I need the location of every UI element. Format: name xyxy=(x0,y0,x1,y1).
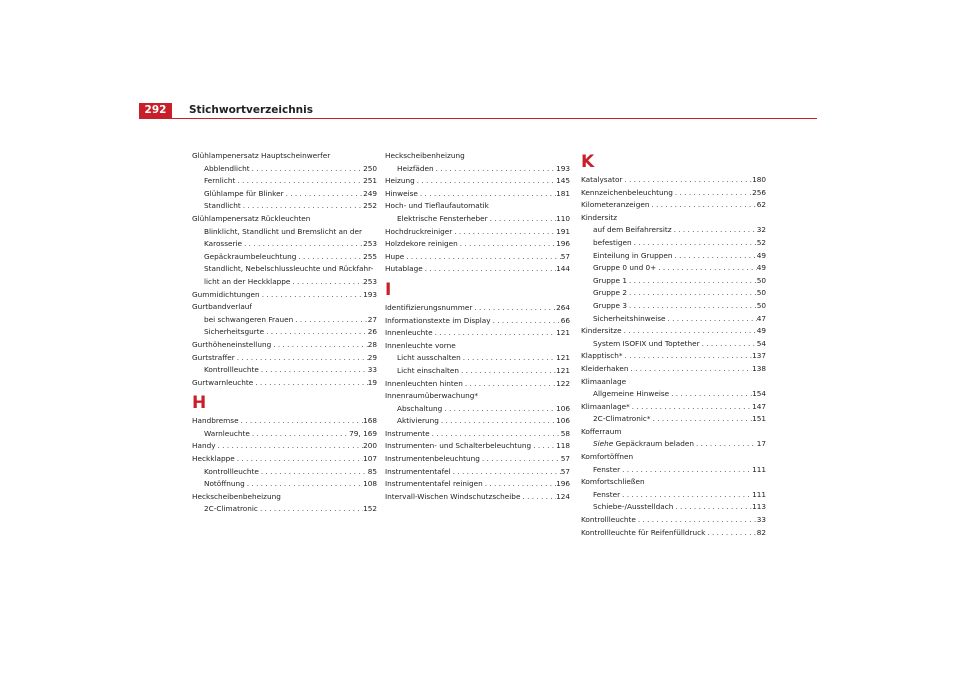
index-subentry: Kontrollleuchte . . . 85 xyxy=(192,466,377,479)
index-entry: Gurtwarnleuchte . . . 19 xyxy=(192,377,377,390)
index-subentry: auf dem Beifahrersitz . . . 32 xyxy=(581,224,766,237)
index-entry: Kindersitz xyxy=(581,212,618,222)
section-letter-i: I xyxy=(385,279,392,300)
index-subentry: Gruppe 3 . . . 50 xyxy=(581,300,766,313)
index-subentry: Fenster . . . 111 xyxy=(581,464,766,477)
index-entry: Instrumententafel . . . 57 xyxy=(385,466,570,479)
index-entry: Heckscheibenbeheizung xyxy=(192,491,281,501)
page-title: Stichwortverzeichnis xyxy=(189,104,313,116)
index-subentry: bei schwangeren Frauen . . . 27 xyxy=(192,314,377,327)
index-subentry: Licht einschalten . . . 121 xyxy=(385,365,570,378)
index-entry: Gurthöheneinstellung . . . 28 xyxy=(192,339,377,352)
index-subentry: licht an der Heckklappe . . . 253 xyxy=(192,276,377,289)
index-entry: Komfortschließen xyxy=(581,477,645,487)
index-entry: Glühlampenersatz Rückleuchten xyxy=(192,213,311,223)
index-subentry: Sicherheitsgurte . . . 26 xyxy=(192,326,377,339)
index-entry: Hutablage . . . 144 xyxy=(385,263,570,276)
index-entry: Innenleuchte . . . 121 xyxy=(385,327,570,340)
index-entry: Holzdekore reinigen . . . 196 xyxy=(385,238,570,251)
index-subentry: 2C-Climatronic . . . 152 xyxy=(192,503,377,516)
index-entry: Kennzeichenbeleuchtung . . . 256 xyxy=(581,187,766,200)
header-divider xyxy=(139,118,817,119)
index-subentry: Gruppe 2 . . . 50 xyxy=(581,287,766,300)
index-entry: Glühlampenersatz Hauptscheinwerfer xyxy=(192,151,331,160)
index-subentry: Karosserie . . . 253 xyxy=(192,238,377,251)
index-entry: Hochdruckreiniger . . . 191 xyxy=(385,226,570,239)
index-entry: Informationstexte im Display . . . 66 xyxy=(385,315,570,328)
index-entry: Katalysator . . . 180 xyxy=(581,174,766,187)
index-entry: Gurtbandverlauf xyxy=(192,302,252,312)
index-subentry: Elektrische Fensterheber . . . 110 xyxy=(385,213,570,226)
section-letter-k: K xyxy=(581,152,595,172)
index-entry: Heizung . . . 145 xyxy=(385,175,570,188)
index-subentry: Gruppe 1 . . . 50 xyxy=(581,275,766,288)
index-entry: Hupe . . . 57 xyxy=(385,251,570,264)
index-subentry: Fenster . . . 111 xyxy=(581,489,766,502)
index-subentry: Aktivierung . . . 106 xyxy=(385,415,570,428)
index-entry: Handbremse . . . 168 xyxy=(192,415,377,428)
index-entry: Instrumentenbeleuchtung . . . 57 xyxy=(385,453,570,466)
index-entry: Hinweise . . . 181 xyxy=(385,188,570,201)
index-subentry: Glühlampe für Blinker . . . 249 xyxy=(192,188,377,201)
index-entry: Instrumente . . . 58 xyxy=(385,428,570,441)
index-subentry: Standlicht . . . 252 xyxy=(192,200,377,213)
index-subentry: 2C-Climatronic* . . . 151 xyxy=(581,413,766,426)
index-subentry: Allgemeine Hinweise . . . 154 xyxy=(581,388,766,401)
index-entry: Hoch- und Tieflaufautomatik xyxy=(385,201,489,211)
index-subentry: Warnleuchte . . . 79, 169 xyxy=(192,428,377,441)
index-subentry: Blinklicht, Standlicht und Bremslicht an der xyxy=(204,226,363,236)
index-column-3 xyxy=(581,150,766,539)
see-reference: Siehe xyxy=(593,439,614,449)
index-subentry: Standlicht, Nebelschlussleuchte und Rückfahr- xyxy=(204,264,374,274)
index-subentry: Kontrollleuchte . . . 33 xyxy=(192,364,377,377)
index-subentry: Schiebe-/Ausstelldach . . . 113 xyxy=(581,501,766,514)
index-entry: Kofferraum xyxy=(581,426,622,436)
index-subentry: befestigen . . . 52 xyxy=(581,237,766,250)
page-number: 292 xyxy=(139,103,172,118)
index-entry: Innenleuchte vorne xyxy=(385,340,456,350)
index-subentry: System ISOFIX und Toptether . . . 54 xyxy=(581,338,766,351)
index-entry: Kleiderhaken . . . 138 xyxy=(581,363,766,376)
index-subentry: Abschaltung . . . 106 xyxy=(385,403,570,416)
index-entry: Gurtstraffer . . . 29 xyxy=(192,352,377,365)
index-subentry: Siehe Gepäckraum beladen . . . 17 xyxy=(581,438,766,451)
index-entry: Kontrollleuchte für Reifenfülldruck . . . 82 xyxy=(581,527,766,540)
index-subentry: Notöffnung . . . 108 xyxy=(192,478,377,491)
index-entry: Innenleuchten hinten . . . 122 xyxy=(385,378,570,391)
index-entry: Instrumententafel reinigen . . . 196 xyxy=(385,478,570,491)
index-entry: Gummidichtungen . . . 193 xyxy=(192,289,377,302)
index-subentry: Gepäckraumbeleuchtung . . . 255 xyxy=(192,251,377,264)
section-letter-h: H xyxy=(192,393,207,414)
index-entry: Kontrollleuchte . . . 33 xyxy=(581,514,766,527)
index-subentry: Fernlicht . . . 251 xyxy=(192,175,377,188)
index-column-1 xyxy=(192,150,377,516)
index-entry: Klimaanlage xyxy=(581,376,627,386)
index-column-2 xyxy=(385,150,570,503)
index-entry: Klimaanlage* . . . 147 xyxy=(581,401,766,414)
index-subentry: Einteilung in Gruppen . . . 49 xyxy=(581,250,766,263)
index-entry: Innenraumüberwachung* xyxy=(385,391,479,401)
index-subentry: Gruppe 0 und 0+ . . . 49 xyxy=(581,262,766,275)
index-subentry: Licht ausschalten . . . 121 xyxy=(385,352,570,365)
index-entry: Heckklappe . . . 107 xyxy=(192,453,377,466)
index-entry: Kindersitze . . . 49 xyxy=(581,325,766,338)
index-entry: Kilometeranzeigen . . . 62 xyxy=(581,199,766,212)
index-entry: Heckscheibenheizung xyxy=(385,151,465,160)
index-entry: Komfortöffnen xyxy=(581,452,634,462)
index-subentry: Heizfäden . . . 193 xyxy=(385,163,570,176)
index-entry: Instrumenten- und Schalterbeleuchtung . . . 118 xyxy=(385,440,570,453)
index-entry: Identifizierungsnummer . . . 264 xyxy=(385,302,570,315)
index-entry: Intervall-Wischen Windschutzscheibe . . . 124 xyxy=(385,491,570,504)
index-entry: Handy . . . 200 xyxy=(192,440,377,453)
index-subentry: Abblendlicht . . . 250 xyxy=(192,163,377,176)
index-subentry: Sicherheitshinweise . . . 47 xyxy=(581,313,766,326)
index-entry: Klapptisch* . . . 137 xyxy=(581,350,766,363)
